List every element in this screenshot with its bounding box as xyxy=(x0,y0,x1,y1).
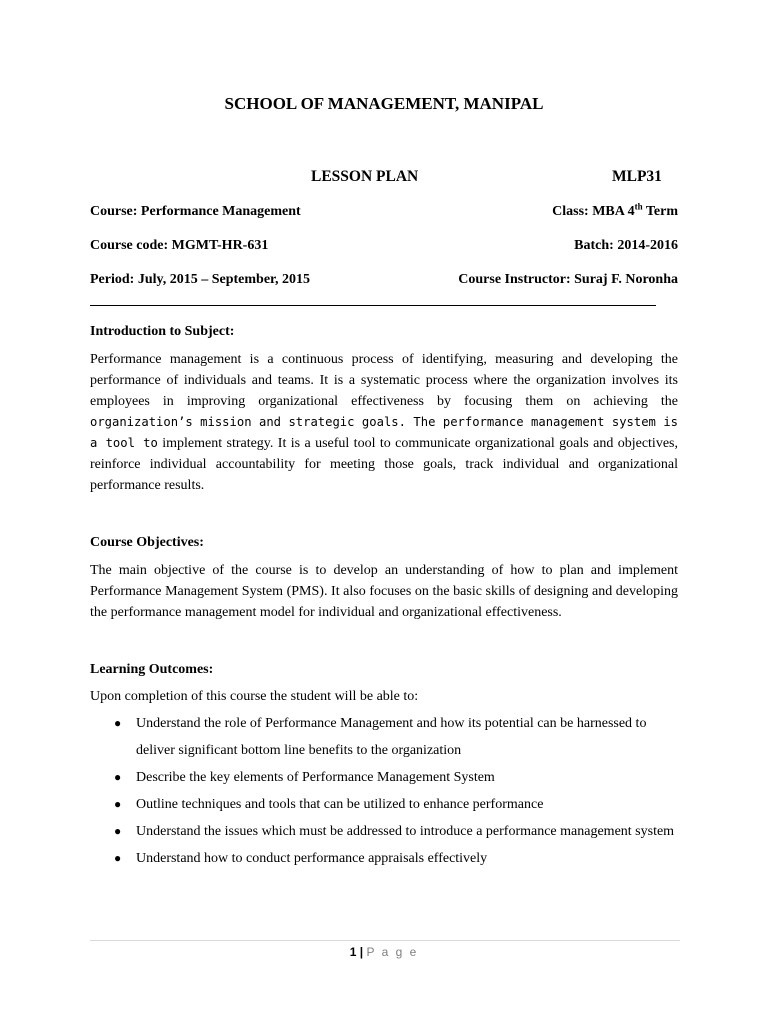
list-item: ● Outline techniques and tools that can be utilized to enhance performance xyxy=(90,791,678,818)
page-label: P a g e xyxy=(366,945,419,959)
lesson-plan-code: MLP31 xyxy=(612,168,662,185)
header-divider xyxy=(90,305,656,306)
lesson-plan-title: LESSON PLAN xyxy=(311,168,419,185)
batch: Batch: 2014-2016 xyxy=(574,238,678,253)
course-name: Course: Performance Management xyxy=(90,204,301,219)
list-item: ● Understand how to conduct performance appraisals effectively xyxy=(90,845,678,872)
meta-row-period xyxy=(90,272,678,288)
page-number: 1 xyxy=(349,945,357,959)
page-footer xyxy=(0,945,768,959)
period: Period: July, 2015 – September, 2015 xyxy=(90,272,310,287)
bullet-icon: ● xyxy=(114,770,122,784)
footer-divider xyxy=(90,940,680,941)
meta-row-course xyxy=(90,201,678,220)
class-info: Class: MBA 4th Term xyxy=(552,201,678,219)
course-code: Course code: MGMT-HR-631 xyxy=(90,238,269,253)
bullet-icon: ● xyxy=(114,797,122,811)
list-item: ● Understand the role of Performance Management and how its potential can be harnessed to deliver significant bottom line benefits to the organization xyxy=(90,710,678,764)
list-item: ● Understand the issues which must be addressed to introduce a performance management system xyxy=(90,818,678,845)
intro-heading: Introduction to Subject: xyxy=(90,324,235,339)
meta-row-code xyxy=(90,238,678,254)
objectives-heading: Course Objectives: xyxy=(90,535,204,550)
bullet-icon: ● xyxy=(114,824,122,838)
school-title: SCHOOL OF MANAGEMENT, MANIPAL xyxy=(224,94,544,113)
outcomes-list xyxy=(90,710,678,872)
list-item: ● Describe the key elements of Performance Management System xyxy=(90,764,678,791)
footer-separator: | xyxy=(359,945,364,959)
bullet-icon: ● xyxy=(114,716,122,730)
objectives-paragraph: The main objective of the course is to develop an understanding of how to plan and implement Performance Management System (PMS). It also focuses on the basic skills of designing and developing the performance management model for individual and organizational effectiveness. xyxy=(90,563,678,620)
bullet-icon: ● xyxy=(114,851,122,865)
course-instructor: Course Instructor: Suraj F. Noronha xyxy=(458,272,678,287)
outcomes-intro: Upon completion of this course the student will be able to: xyxy=(90,689,419,704)
outcomes-heading: Learning Outcomes: xyxy=(90,662,214,677)
intro-paragraph: Performance management is a continuous process of identifying, measuring and developing the performance of individuals and teams. It is a systematic process where the organization involves its employees in improving organizational effectiveness by focusing them on achieving the organization’s mission and strategic goals. The performance management system is a tool to implement strategy. It is a useful tool to communicate organizational goals and objectives, reinforce individual accountability for meeting those goals, track individual and organizational performance results. xyxy=(90,352,678,493)
